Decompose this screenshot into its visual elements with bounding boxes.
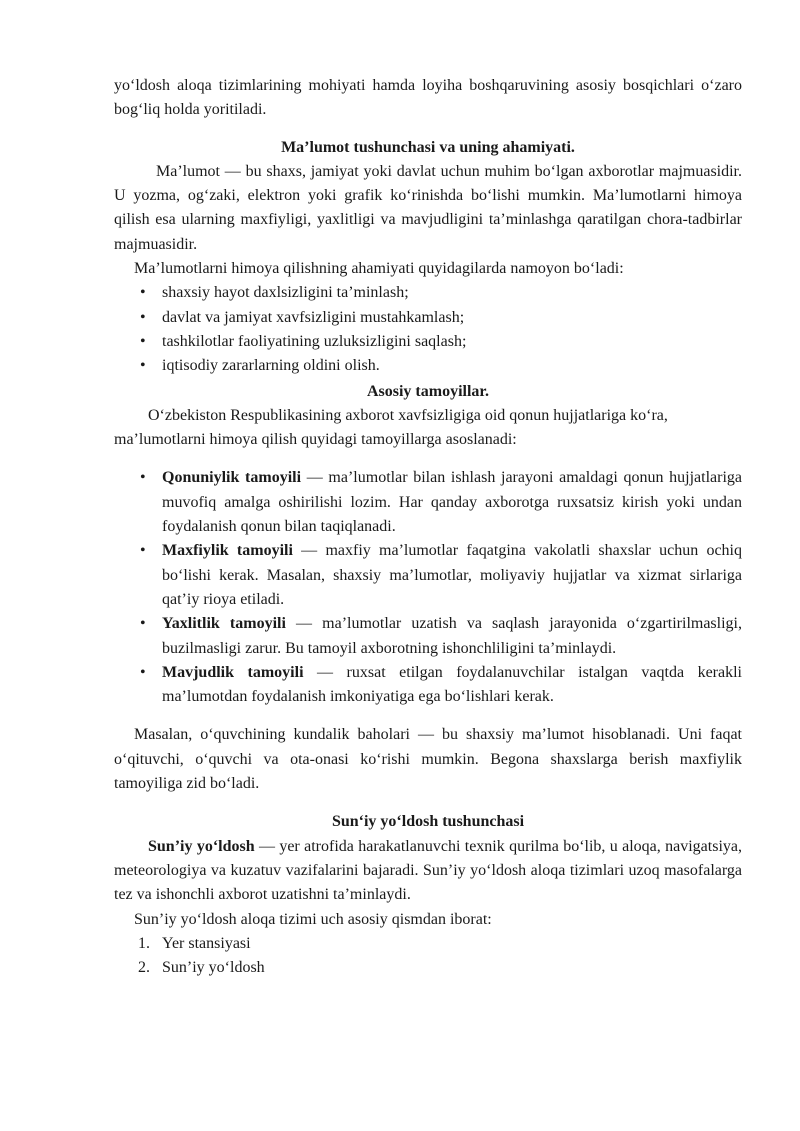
list-item [114,661,742,710]
principle-title: Qonuniylik tamoyili [162,469,302,487]
bullet-icon: • [140,615,146,633]
principle-text: — ma’lumotlar uzatish va saqlash jarayonida o‘zgartirilmasligi, buzilmasligi zarur. Bu tamoyil axborotning ishonchliligini ta’minlaydi. [162,615,742,657]
list-item [114,932,742,956]
principle-title: Mavjudlik tamoyili [162,663,304,681]
principle-text: — ma’lumotlar bilan ishlash jarayoni amaldagi qonun hujjatlariga muvofiq amalga oshirilishi lozim. Har qanday axborotga ruxsatsiz kirish yoki undan foydalanish qonun bilan taqiqlanadi. [162,469,742,536]
importance-list [114,281,742,378]
principle-title: Yaxlitlik tamoyili [162,615,286,633]
section-heading-data-concept: Ma’lumot tushunchasi va uning ahamiyati. [281,138,575,156]
principle-title: Maxfiylik tamoyili [162,542,293,560]
document-page [114,74,742,980]
bullet-icon: • [140,542,146,560]
parts-list [114,932,742,981]
list-item [114,539,742,612]
importance-intro: Ma’lumotlarni himoya qilishning ahamiyati quyidagilarda namoyon bo‘ladi: [134,260,624,278]
intro-paragraph: yo‘ldosh aloqa tizimlarining mohiyati hamda loyiha boshqaruvining asosiy bosqichlari o‘zaro bog‘liq holda yoritiladi. [114,77,742,119]
section-heading-principles: Asosiy tamoyillar. [366,382,490,400]
example-paragraph: Masalan, o‘quvchining kundalik baholari — bu shaxsiy ma’lumot hisoblanadi. Uni faqat o‘qituvchi, o‘quvchi va ota-onasi ko‘rishi mumkin. Begona shaxslarga berish maxfiylik tamoyiliga zid bo‘ladi. [114,726,742,793]
bullet-icon: • [140,469,146,487]
satellite-definition-paragraph [114,835,742,908]
list-item [114,466,742,539]
bullet-icon: • [140,284,146,302]
bullet-icon: • [140,332,146,350]
principle-text: — maxfiy ma’lumotlar faqatgina vakolatli shaxslar uchun ochiq bo‘lishi kerak. Masalan, shaxsiy ma’lumotlar, moliyaviy hujjatlar va xizmat sirlariga qat’iy rioya etiladi. [162,542,742,608]
part-label: Yer stansiyasi [162,934,251,952]
list-item [114,956,742,980]
list-item [114,612,742,661]
bullet-icon: • [140,663,146,681]
list-item: • iqtisodiy zararlarning oldini olish. [114,354,742,378]
satellite-definition-text: — yer atrofida harakatlanuvchi texnik qurilma bo‘lib, u aloqa, navigatsiya, meteorologiya va kuzatuv vazifalarini bajaradi. Sun’iy yo‘ldosh aloqa tizimlari uzoq masofalarga tez va ishonchli axborot uzatishni ta’minlaydi. [114,837,743,904]
list-number: 1. [138,934,150,952]
principles-list [114,466,742,709]
satellite-term: Sun’iy yo‘ldosh [148,837,255,855]
list-item: • davlat va jamiyat xavfsizligini mustahkamlash; [114,306,742,330]
principle-text: — ruxsat etilgan foydalanuvchilar istalgan vaqtda kerakli ma’lumotdan foydalanish imkoniyatiga ega bo‘lishlari kerak. [162,663,743,706]
principles-intro: O‘zbekiston Respublikasining axborot xavfsizligiga oid qonun hujjatlariga ko‘ra, ma’lumotlarni himoya qilish quyidagi tamoyillarga asoslanadi: [114,406,668,449]
parts-intro: Sun’iy yo‘ldosh aloqa tizimi uch asosiy qismdan iborat: [134,910,492,928]
list-item: • tashkilotlar faoliyatining uzluksizligini saqlash; [114,330,742,354]
section-heading-satellite: Sun‘iy yo‘ldosh tushunchasi [331,813,525,831]
data-definition-paragraph: Ma’lumot — bu shaxs, jamiyat yoki davlat uchun muhim bo‘lgan axborotlar majmuasidir. U yozma, og‘zaki, elektron yoki grafik ko‘rinishda bo‘lishi mumkin. Ma’lumotlarni himoya qilish esa ularning maxfiyligi, yaxlitligi va mavjudligini ta’minlashga qaratilgan chora-tadbirlar majmuasidir. [114,162,742,253]
part-label: Sun’iy yo‘ldosh [162,959,265,977]
list-item: • shaxsiy hayot daxlsizligini ta’minlash; [114,281,742,305]
bullet-icon: • [140,357,146,375]
bullet-icon: • [140,308,146,326]
list-number: 2. [138,959,150,977]
